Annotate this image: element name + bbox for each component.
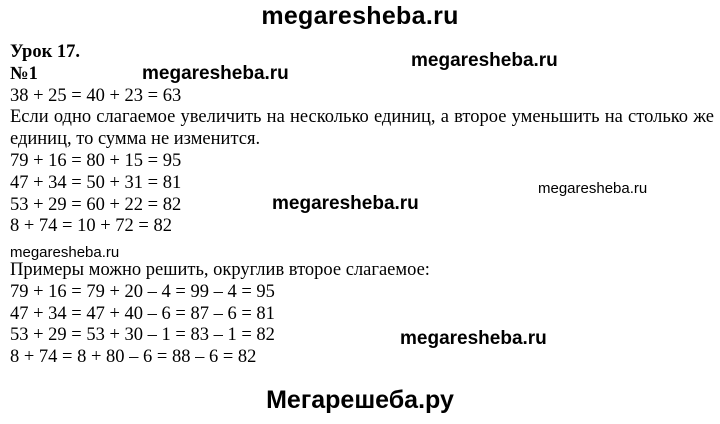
watermark: megaresheba.ru bbox=[142, 63, 289, 84]
watermark: megaresheba.ru bbox=[272, 193, 419, 214]
watermark-small: megaresheba.ru bbox=[538, 180, 648, 197]
rounding-intro: Примеры можно решить, округлив второе слагаемое: bbox=[10, 259, 430, 280]
example-line: 47 + 34 = 50 + 31 = 81 bbox=[10, 172, 182, 193]
example-line: 53 + 29 = 60 + 22 = 82 bbox=[10, 194, 182, 215]
rule-text: Если одно слагаемое увеличить на несколько единиц, а второе уменьшить на столько же единиц, то сумма не изменится. bbox=[10, 107, 714, 150]
task-number: №1 bbox=[10, 63, 38, 84]
example-line: 79 + 16 = 80 + 15 = 95 bbox=[10, 150, 182, 171]
watermark-top: megaresheba.ru bbox=[261, 2, 459, 30]
lesson-title: Урок 17. bbox=[10, 42, 81, 62]
first-example: 38 + 25 = 40 + 23 = 63 bbox=[10, 85, 182, 106]
rounding-example-line: 47 + 34 = 47 + 40 – 6 = 87 – 6 = 81 bbox=[10, 303, 275, 324]
rounding-example-line: 8 + 74 = 8 + 80 – 6 = 88 – 6 = 82 bbox=[10, 347, 257, 368]
watermark: megaresheba.ru bbox=[400, 328, 547, 349]
watermark-small: megaresheba.ru bbox=[10, 244, 120, 261]
rounding-example-line: 53 + 29 = 53 + 30 – 1 = 83 – 1 = 82 bbox=[10, 325, 275, 346]
watermark-bottom: Мегарешеба.ру bbox=[266, 386, 454, 414]
watermark: megaresheba.ru bbox=[411, 50, 558, 71]
rounding-example-line: 79 + 16 = 79 + 20 – 4 = 99 – 4 = 95 bbox=[10, 281, 275, 302]
example-line: 8 + 74 = 10 + 72 = 82 bbox=[10, 216, 172, 237]
